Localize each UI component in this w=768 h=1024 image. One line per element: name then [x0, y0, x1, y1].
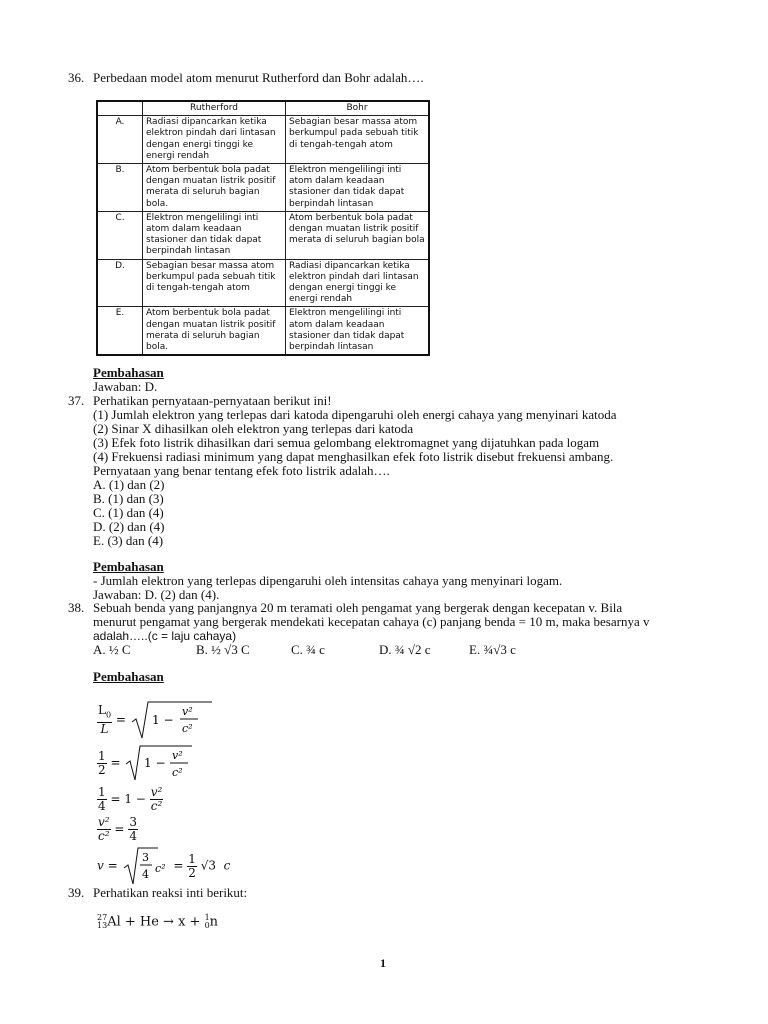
al-nuclide-numbers	[97, 914, 107, 930]
statement-4: (4) Frekuensi radiasi minimum yang dapat menghasilkan efek foto listrik disebut frekuensi ambang.	[93, 449, 614, 464]
numerator: 3	[129, 815, 137, 829]
sqrt-content-c2: c²	[181, 722, 193, 735]
numerator: 1	[98, 748, 106, 763]
question-number: 39.	[68, 885, 85, 900]
option-b: B. ½ √3 C	[196, 642, 250, 657]
comparison-table	[96, 100, 430, 356]
n-atomic-number: 0	[204, 921, 210, 930]
table-row	[97, 307, 429, 355]
v-symbol: v	[97, 858, 104, 873]
table-header-row	[97, 101, 429, 116]
n-mass-number: 1	[204, 913, 210, 922]
fraction-three-quarter	[128, 816, 138, 843]
equals-sign: =	[110, 792, 121, 806]
option-e: E. ¾√3 c	[469, 642, 516, 657]
fraction-v2-c2	[97, 816, 111, 843]
table-cell-bohr: Atom berbentuk bola padat dengan muatan listrik positif merata di seluruh bagian bola	[286, 211, 430, 259]
svg-text:1 −: 1 −	[144, 756, 166, 770]
sqrt-content-v2: v²	[181, 705, 193, 718]
table-cell-rutherford: Radiasi dipancarkan ketika elektron pindah dari lintasan dengan energi tinggi ke energi rendah	[143, 116, 286, 164]
equation-2	[97, 744, 194, 782]
option-e: E. (3) dan (4)	[93, 533, 164, 548]
page-number: 1	[380, 956, 386, 970]
table-cell-bohr: Radiasi dipancarkan ketika elektron pindah dari lintasan dengan energi tinggi ke energi rendah	[286, 259, 430, 307]
answer-text: Jawaban: D. (2) dan (4).	[93, 587, 220, 602]
numerator: 1	[188, 851, 196, 866]
discussion-title: Pembahasan	[93, 365, 164, 380]
option-d: D. ¾ √2 c	[379, 642, 431, 657]
denominator: 4	[98, 799, 106, 813]
fraction-one-half	[97, 750, 107, 777]
table-cell-option: B.	[97, 164, 143, 212]
table-cell-bohr: Sebagian besar massa atom berkumpul pada sebuah titik di tengah-tengah atom	[286, 116, 430, 164]
al-symbol: Al	[107, 914, 121, 930]
sqrt-icon	[122, 846, 170, 886]
statement-3: (3) Efek foto listrik dihasilkan dari semua gelombang elektromagnet yang dijatuhkan pada logam	[93, 435, 600, 450]
option-list	[93, 643, 708, 657]
table-cell-rutherford: Elektron mengelilingi inti atom dalam keadaan stasioner dan tidak dapat berpindah lintasan	[143, 211, 286, 259]
table-row	[97, 164, 429, 212]
table-cell-bohr: Elektron mengelilingi inti atom dalam keadaan stasioner dan tidak dapat berpindah lintasan	[286, 307, 430, 355]
equation-1	[97, 700, 212, 740]
table-row	[97, 211, 429, 259]
c-symbol: c	[223, 858, 231, 873]
svg-text:c²: c²	[154, 862, 166, 875]
denominator: c²	[150, 799, 163, 813]
numerator: v²	[150, 785, 163, 799]
denominator: 2	[98, 762, 106, 777]
question-number: 38.	[68, 600, 85, 615]
discussion-36	[68, 366, 708, 394]
question-text-line-3: adalah…..(c = laju cahaya)	[93, 629, 237, 643]
numerator: 1	[98, 785, 106, 799]
table-row	[97, 259, 429, 307]
equals-sign: =	[110, 755, 121, 770]
table-cell-option: D.	[97, 259, 143, 307]
sqrt-icon	[130, 700, 212, 740]
denominator: 4	[129, 829, 137, 843]
sqrt3: √3	[200, 858, 216, 873]
svg-text:v²: v²	[172, 749, 183, 762]
fraction-one-quarter	[97, 786, 107, 813]
question-37	[68, 394, 708, 548]
option-a: A. ½ C	[93, 642, 131, 657]
fraction-one-half	[187, 853, 197, 880]
question-number: 37.	[68, 393, 85, 408]
question-39	[68, 886, 708, 900]
question-intro: Perhatikan pernyataan-pernyataan berikut ini!	[93, 393, 332, 408]
option-a: A. (1) dan (2)	[93, 477, 165, 492]
sqrt-content-minus: 1 −	[151, 713, 174, 727]
equals-sign: =	[107, 858, 118, 873]
l-symbol: L	[100, 721, 109, 736]
table-cell-rutherford: Atom berbentuk bola padat dengan muatan listrik positif merata di seluruh bagian bola.	[143, 164, 286, 212]
al-atomic-number: 13	[97, 921, 108, 930]
n-symbol: n	[209, 914, 219, 930]
question-36	[68, 71, 708, 85]
question-number: 36.	[68, 70, 85, 85]
denominator: 2	[188, 865, 196, 880]
discussion-title: Pembahasan	[93, 559, 164, 574]
table-cell-option: E.	[97, 307, 143, 355]
table-header-bohr: Bohr	[286, 101, 430, 116]
question-text: Pernyataan yang benar tentang efek foto listrik adalah….	[93, 463, 390, 478]
svg-text:4: 4	[141, 868, 149, 881]
equals-sign: =	[173, 858, 184, 873]
sqrt-icon	[124, 744, 194, 782]
equation-4	[97, 816, 138, 843]
fraction-v2-c2	[150, 786, 164, 813]
nuclear-reaction	[97, 914, 218, 930]
option-c: C. (1) dan (4)	[93, 505, 164, 520]
table-cell-rutherford: Sebagian besar massa atom berkumpul pada sebuah titik di tengah-tengah atom	[143, 259, 286, 307]
table-header-rutherford: Rutherford	[143, 101, 286, 116]
al-mass-number: 27	[97, 913, 108, 922]
explanation-text: - Jumlah elektron yang terlepas dipengaruhi oleh intensitas cahaya yang menyinari logam.	[93, 573, 563, 588]
question-38	[68, 601, 708, 657]
question-text-line-1: Sebuah benda yang panjangnya 20 m teramati oleh pengamat yang bergerak dengan kecepatan v. Bila	[93, 600, 623, 615]
discussion-37	[68, 560, 708, 602]
one-minus: 1 −	[124, 792, 146, 806]
option-d: D. (2) dan (4)	[93, 519, 165, 534]
l0-symbol: L	[98, 703, 106, 718]
option-b: B. (1) dan (3)	[93, 491, 164, 506]
answer-text: Jawaban: D.	[93, 379, 158, 394]
svg-text:c²: c²	[172, 766, 183, 779]
statement-1: (1) Jumlah elektron yang terlepas dari katoda dipengaruhi oleh energi cahaya yang menyinari katoda	[93, 407, 617, 422]
numerator: v²	[98, 815, 110, 829]
equation-5	[97, 846, 230, 886]
statement-2: (2) Sinar X dihasilkan oleh elektron yang terlepas dari katoda	[93, 421, 414, 436]
table-cell-rutherford: Atom berbentuk bola padat dengan muatan listrik positif merata di seluruh bagian bola.	[143, 307, 286, 355]
table-row	[97, 116, 429, 164]
table-cell-bohr: Elektron mengelilingi inti atom dalam keadaan stasioner dan tidak dapat berpindah lintasan	[286, 164, 430, 212]
reaction-middle: + He → x +	[120, 914, 205, 930]
svg-text:3: 3	[141, 851, 149, 864]
table-cell-option: A.	[97, 116, 143, 164]
table-header-blank	[97, 101, 143, 116]
question-text-line-2: menurut pengamat yang bergerak mendekati kecepatan cahaya (c) panjang benda = 10 m, maka besarnya v	[93, 614, 650, 629]
option-c: C. ¾ c	[291, 642, 325, 657]
l0-subscript: 0	[105, 710, 112, 720]
denominator: c²	[98, 829, 110, 843]
question-text: Perhatikan reaksi inti berikut:	[93, 885, 248, 900]
discussion-title: Pembahasan	[93, 669, 164, 684]
discussion-38	[68, 670, 708, 684]
equals-sign: =	[114, 822, 125, 836]
fraction-l0-l	[97, 704, 112, 735]
question-text: Perbedaan model atom menurut Rutherford dan Bohr adalah….	[93, 70, 424, 85]
table-cell-option: C.	[97, 211, 143, 259]
equation-3	[97, 786, 163, 813]
equals-sign: =	[115, 712, 126, 727]
